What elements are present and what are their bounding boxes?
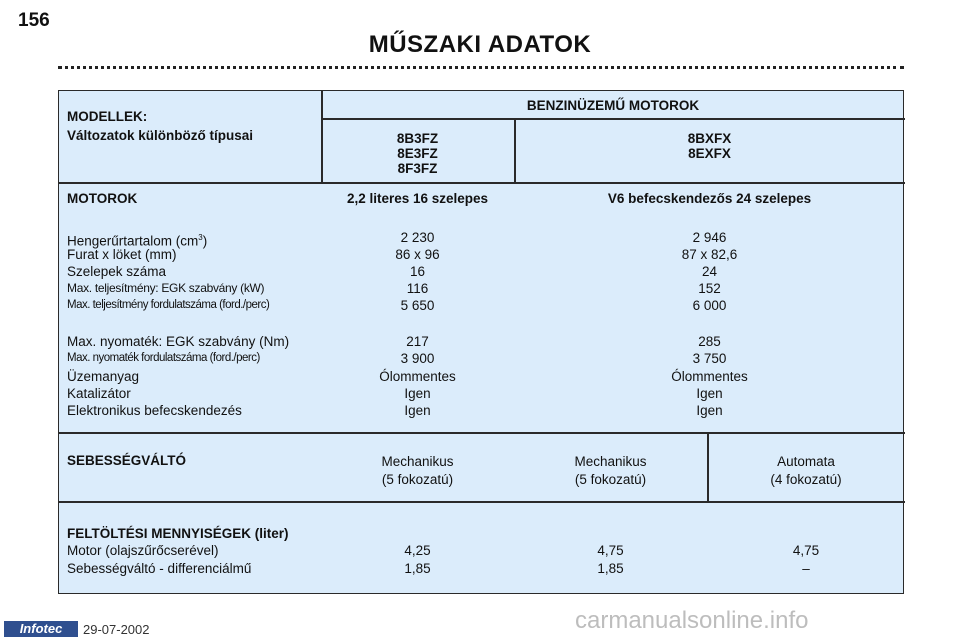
injection-label: Elektronikus befecskendezés bbox=[67, 403, 242, 418]
engine-oil-label: Motor (olajszűrőcserével) bbox=[67, 543, 219, 558]
models-label: MODELLEK: bbox=[67, 109, 148, 124]
displacement-label: Hengerűrtartalom $(cm^3)$ bbox=[67, 233, 208, 249]
spec-table bbox=[58, 90, 904, 594]
col1-code-2: 8E3FZ bbox=[397, 146, 438, 161]
displacement-col1: 2 230 bbox=[400, 230, 435, 245]
engine-oil-col2a: 4,75 bbox=[597, 543, 624, 558]
col2-code-1: 8BXFX bbox=[687, 131, 732, 146]
bore-stroke-col1: 86 x 96 bbox=[395, 247, 440, 262]
engine-oil-col2b: 4,75 bbox=[792, 543, 820, 558]
valves-label: Szelepek száma bbox=[67, 264, 167, 279]
gearbox-label: SEBESSÉGVÁLTÓ bbox=[67, 453, 187, 468]
engine-col1: 2,2 literes 16 szelepes bbox=[346, 191, 489, 206]
fuel-col2: Ólommentes bbox=[671, 369, 748, 384]
power-rpm-col2: 6 000 bbox=[692, 298, 727, 313]
valves-col2: 24 bbox=[701, 264, 718, 279]
engines-label: MOTOROK bbox=[67, 191, 138, 206]
valves-col1: 16 bbox=[409, 264, 426, 279]
catalyst-label: Katalizátor bbox=[67, 386, 131, 401]
power-rpm-col1: 5 650 bbox=[400, 298, 435, 313]
variants-label: Változatok különböző típusai bbox=[67, 128, 254, 143]
watermark: carmanualsonline.info bbox=[575, 607, 809, 634]
catalyst-col2: Igen bbox=[696, 386, 723, 401]
page-title: MŰSZAKI ADATOK bbox=[368, 31, 592, 58]
gearbox-col2a-gears: (5 fokozatú) bbox=[574, 472, 647, 487]
injection-col1: Igen bbox=[404, 403, 431, 418]
gearbox-diff-col2a: 1,85 bbox=[597, 561, 624, 576]
catalyst-col1: Igen bbox=[404, 386, 431, 401]
bore-stroke-label: Furat x löket (mm) bbox=[67, 247, 177, 262]
gearbox-diff-col2b: – bbox=[802, 561, 810, 576]
displacement-col2: 2 946 bbox=[692, 230, 727, 245]
gearbox-col2a-type: Mechanikus bbox=[574, 454, 647, 469]
torque-rpm-label: Max. nyomaték fordulatszáma (ford./perc) bbox=[67, 352, 260, 364]
page-number: 156 bbox=[18, 10, 50, 31]
max-power-col2: 152 bbox=[698, 281, 721, 296]
torque-rpm-col2: 3 750 bbox=[692, 351, 727, 366]
max-power-col1: 116 bbox=[406, 281, 429, 296]
row-divider-gearbox bbox=[59, 501, 905, 503]
max-torque-col1: 217 bbox=[406, 334, 429, 349]
col2-code-2: 8EXFX bbox=[688, 146, 731, 161]
gearbox-col2b-gears: (4 fokozatú) bbox=[770, 472, 842, 487]
capacities-label: FELTÖLTÉSI MENNYISÉGEK (liter) bbox=[67, 526, 289, 541]
engine-group-header: BENZINÜZEMŰ MOTOROK bbox=[526, 98, 700, 113]
gearbox-col1-gears: (5 fokozatú) bbox=[381, 472, 454, 487]
engine-oil-col1: 4,25 bbox=[404, 543, 431, 558]
max-torque-col2: 285 bbox=[698, 334, 721, 349]
footer-date: 29-07-2002 bbox=[83, 622, 150, 637]
power-rpm-label: Max. teljesítmény fordulatszáma (ford./perc) bbox=[67, 299, 270, 311]
gearbox-col2b-type: Automata bbox=[777, 454, 835, 469]
gearbox-col1-type: Mechanikus bbox=[381, 454, 454, 469]
bore-stroke-col2: 87 x 82,6 bbox=[681, 247, 738, 262]
gearbox-diff-label: Sebességváltó - differenciálmű bbox=[67, 561, 252, 576]
row-divider-engines bbox=[59, 432, 905, 434]
max-power-label: Max. teljesítmény: EGK szabvány (kW) bbox=[67, 281, 265, 295]
col1-code-1: 8B3FZ bbox=[396, 131, 439, 146]
engine-col2: V6 befecskendezős 24 szelepes bbox=[607, 191, 812, 206]
row-divider-group bbox=[321, 118, 905, 120]
fuel-col1: Ólommentes bbox=[379, 369, 456, 384]
injection-col2: Igen bbox=[696, 403, 723, 418]
col1-code-3: 8F3FZ bbox=[397, 161, 438, 176]
max-torque-label: Max. nyomaték: EGK szabvány (Nm) bbox=[67, 334, 290, 349]
fuel-label: Üzemanyag bbox=[67, 369, 140, 384]
infotec-logo: Infotec bbox=[4, 621, 78, 637]
row-divider-models bbox=[59, 182, 905, 184]
dotted-divider bbox=[58, 66, 904, 69]
gearbox-diff-col1: 1,85 bbox=[404, 561, 431, 576]
torque-rpm-col1: 3 900 bbox=[400, 351, 435, 366]
